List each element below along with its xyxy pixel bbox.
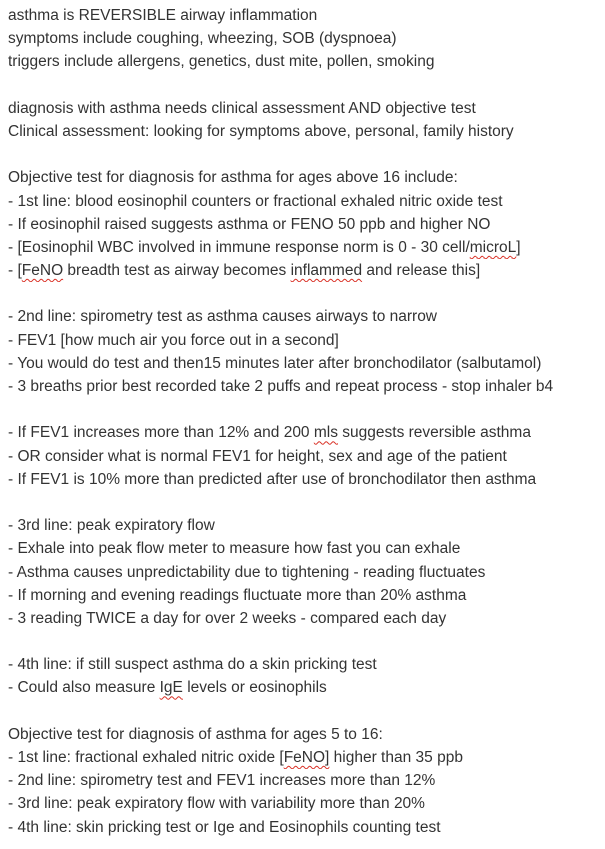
paragraph-spacer <box>8 143 600 166</box>
text-run: suggests reversible asthma <box>337 424 531 442</box>
text-line[interactable] <box>8 120 600 143</box>
text-line[interactable] <box>8 50 600 73</box>
text-run: triggers include allergens, genetics, dust mite, pollen, smoking <box>8 53 435 71</box>
paragraph-spacer <box>8 74 600 97</box>
text-run: higher than 35 ppb <box>329 749 463 766</box>
text-line[interactable] <box>8 97 600 120</box>
text-run: asthma is REVERSIBLE airway inflammation <box>8 7 318 24</box>
text-run: - [Eosinophil WBC involved in immune response norm is 0 - 30 cell/ <box>8 238 470 256</box>
text-line[interactable] <box>8 468 600 491</box>
text-section <box>8 653 600 699</box>
paragraph-spacer <box>8 398 600 421</box>
text-line[interactable] <box>8 259 600 282</box>
text-run: - 3 reading TWICE a day for over 2 weeks - compared each day <box>8 609 447 627</box>
text-run: - 3rd line: peak expiratory flow with variability more than 20% <box>8 795 425 813</box>
text-line[interactable] <box>8 352 600 375</box>
text-run: Clinical assessment: looking for symptoms above, personal, family history <box>8 122 514 140</box>
text-run: - You would do test and then15 minutes later after bronchodilator (salbutamol) <box>8 354 542 372</box>
text-run: - 1st line: fractional exhaled nitric oxide [ <box>8 749 284 766</box>
spellcheck-flagged-word: inflammed <box>290 262 363 280</box>
text-section <box>8 166 600 282</box>
text-line[interactable] <box>8 375 600 398</box>
text-line[interactable] <box>8 305 600 328</box>
text-line[interactable] <box>8 584 600 607</box>
text-run: levels or eosinophils <box>182 679 327 697</box>
text-section <box>8 421 600 491</box>
text-line[interactable] <box>8 537 600 560</box>
text-run: - Asthma causes unpredictability due to tightening - reading fluctuates <box>8 563 486 581</box>
text-line[interactable] <box>8 4 600 27</box>
text-section <box>8 97 600 143</box>
text-run: ] <box>516 238 521 256</box>
text-run: symptoms include coughing, wheezing, SOB (dyspnoea) <box>8 30 397 48</box>
text-run: - [ <box>8 262 22 280</box>
spellcheck-flagged-word: FeNO <box>21 262 64 280</box>
text-run: - If FEV1 increases more than 12% and 200 <box>8 424 314 442</box>
text-section <box>8 723 600 839</box>
text-line[interactable] <box>8 792 600 815</box>
spellcheck-flagged-word: IgE <box>159 679 183 697</box>
text-run: - Could also measure <box>8 679 160 697</box>
text-run: - Exhale into peak flow meter to measure how fast you can exhale <box>8 540 461 558</box>
text-line[interactable] <box>8 445 600 468</box>
paragraph-spacer <box>8 282 600 305</box>
text-line[interactable] <box>8 213 600 236</box>
text-line[interactable] <box>8 723 600 746</box>
spellcheck-flagged-word: mls <box>313 424 338 442</box>
text-run: - FEV1 [how much air you force out in a second] <box>8 331 339 349</box>
text-run: breadth test as airway becomes <box>63 262 291 280</box>
text-run: and release this] <box>362 262 481 280</box>
text-line[interactable] <box>8 27 600 50</box>
text-run: - 3rd line: peak expiratory flow <box>8 517 215 535</box>
text-line[interactable] <box>8 190 600 213</box>
text-line[interactable] <box>8 653 600 676</box>
text-line[interactable] <box>8 421 600 444</box>
text-run: - 4th line: skin pricking test or Ige and Eosinophils counting test <box>8 818 441 836</box>
text-run: - 2nd line: spirometry test and FEV1 increases more than 12% <box>8 772 436 790</box>
text-section <box>8 514 600 630</box>
text-line[interactable] <box>8 607 600 630</box>
text-section <box>8 305 600 398</box>
paragraph-spacer <box>8 630 600 653</box>
text-line[interactable] <box>8 676 600 699</box>
text-run: Objective test for diagnosis for asthma for ages above 16 include: <box>8 169 458 187</box>
text-run: - 2nd line: spirometry test as asthma causes airways to narrow <box>8 308 438 326</box>
text-line[interactable] <box>8 561 600 584</box>
text-line[interactable] <box>8 769 600 792</box>
text-line[interactable] <box>8 514 600 537</box>
paragraph-spacer <box>8 491 600 514</box>
text-run: - If morning and evening readings fluctuate more than 20% asthma <box>8 586 467 604</box>
text-line[interactable] <box>8 236 600 259</box>
text-run: - If eosinophil raised suggests asthma or FENO 50 ppb and higher NO <box>8 215 491 233</box>
text-line[interactable] <box>8 746 600 769</box>
spellcheck-flagged-word: FeNO] <box>283 749 330 766</box>
spellcheck-flagged-word: microL <box>469 238 517 256</box>
text-run: - 3 breaths prior best recorded take 2 puffs and repeat process - stop inhaler b4 <box>8 378 554 395</box>
text-run: - 4th line: if still suspect asthma do a skin pricking test <box>8 656 377 674</box>
text-run: Objective test for diagnosis of asthma for ages 5 to 16: <box>8 725 383 743</box>
text-run: diagnosis with asthma needs clinical assessment AND objective test <box>8 99 476 117</box>
text-line[interactable] <box>8 329 600 352</box>
text-line[interactable] <box>8 816 600 839</box>
text-run: - If FEV1 is 10% more than predicted after use of bronchodilator then asthma <box>8 470 537 488</box>
text-run: - OR consider what is normal FEV1 for height, sex and age of the patient <box>8 447 507 465</box>
document-body <box>8 4 600 839</box>
text-line[interactable] <box>8 166 600 189</box>
text-section <box>8 4 600 74</box>
paragraph-spacer <box>8 700 600 723</box>
text-run: - 1st line: blood eosinophil counters or fractional exhaled nitric oxide test <box>8 192 503 210</box>
